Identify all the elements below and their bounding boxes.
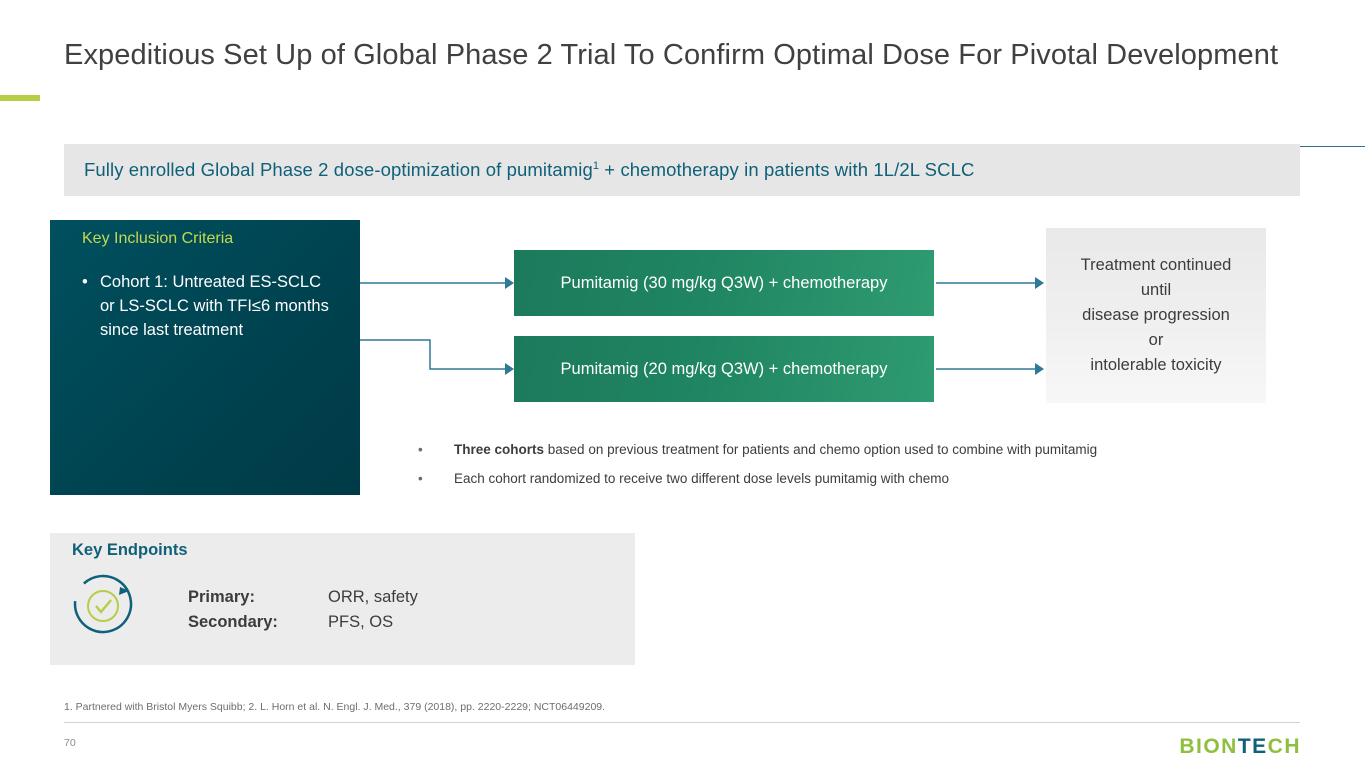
treatment-arm-label-1: Pumitamig (30 mg/kg Q3W) + chemotherapy [560,273,888,292]
footnote-text: 1. Partnered with Bristol Myers Squibb; 2. L. Horn et al. N. Engl. J. Med., 379 (2018), pp. 2220-2229; NCT06449209. [64,701,606,713]
note-bold-1: Three cohorts [454,442,545,457]
bullet-marker-icon: • [82,273,88,291]
outcome-line-1: Treatment continued [1080,256,1232,274]
endpoints-label-column [188,585,278,635]
outcome-line-3: disease progression [1082,306,1230,324]
inclusion-bullet-text: Cohort 1: Untreated ES-SCLC or LS-SCLC with TFI≤6 months since last treatment [100,273,329,339]
header-rule [1300,146,1365,147]
primary-endpoint-label: Primary: [188,588,255,606]
treatment-arm-box-1 [514,250,934,316]
secondary-endpoint-label: Secondary: [188,613,278,631]
subtitle-post: + chemotherapy in patients with 1L/2L SCLC [599,159,975,180]
outcome-line-5: intolerable toxicity [1090,356,1222,374]
logo-part-1: BION [1179,735,1238,758]
inclusion-bullet-item [82,270,340,342]
note-rest-2: Each cohort randomized to receive two different dose levels pumitamig with chemo [454,471,949,486]
subtitle-text [64,159,974,181]
page-title: Expeditious Set Up of Global Phase 2 Trial To Confirm Optimal Dose For Pivotal Development [64,39,1279,71]
note-text-2 [418,464,1298,493]
outcome-line-2: until [1140,281,1172,299]
logo-part-3: CH [1267,735,1301,758]
key-inclusion-criteria-panel [50,220,360,495]
treatment-outcome-box [1046,228,1266,403]
list-item [418,435,1298,464]
subtitle-pre: Fully enrolled Global Phase 2 dose-optimization of pumitamig [84,159,593,180]
logo-part-2: TE [1237,735,1268,758]
list-item [418,464,1298,493]
inclusion-title: Key Inclusion Criteria [82,230,234,247]
bullet-marker-icon: • [418,442,423,457]
subtitle-banner [64,144,1300,196]
secondary-endpoint-value: PFS, OS [328,613,394,631]
endpoints-value-column [328,585,418,635]
endpoints-title: Key Endpoints [72,541,188,559]
treatment-arm-label-2: Pumitamig (20 mg/kg Q3W) + chemotherapy [560,359,888,378]
page-number: 70 [64,737,76,749]
study-notes-list [418,435,1298,493]
footer-rule [64,722,1300,723]
note-text-1 [418,435,1298,464]
subtitle-footnote-marker: 1 [592,159,600,172]
circular-check-icon [72,573,134,635]
bullet-marker-icon: • [418,471,423,486]
outcome-text [1081,253,1232,378]
note-rest-1: based on previous treatment for patients and chemo option used to combine with pumitamig [544,442,1098,457]
primary-endpoint-value: ORR, safety [328,588,418,606]
biontech-logo [1179,735,1301,759]
key-endpoints-panel [50,533,635,665]
treatment-arm-box-2 [514,336,934,402]
outcome-line-4: or [1148,331,1164,349]
title-accent-bar [0,95,40,101]
